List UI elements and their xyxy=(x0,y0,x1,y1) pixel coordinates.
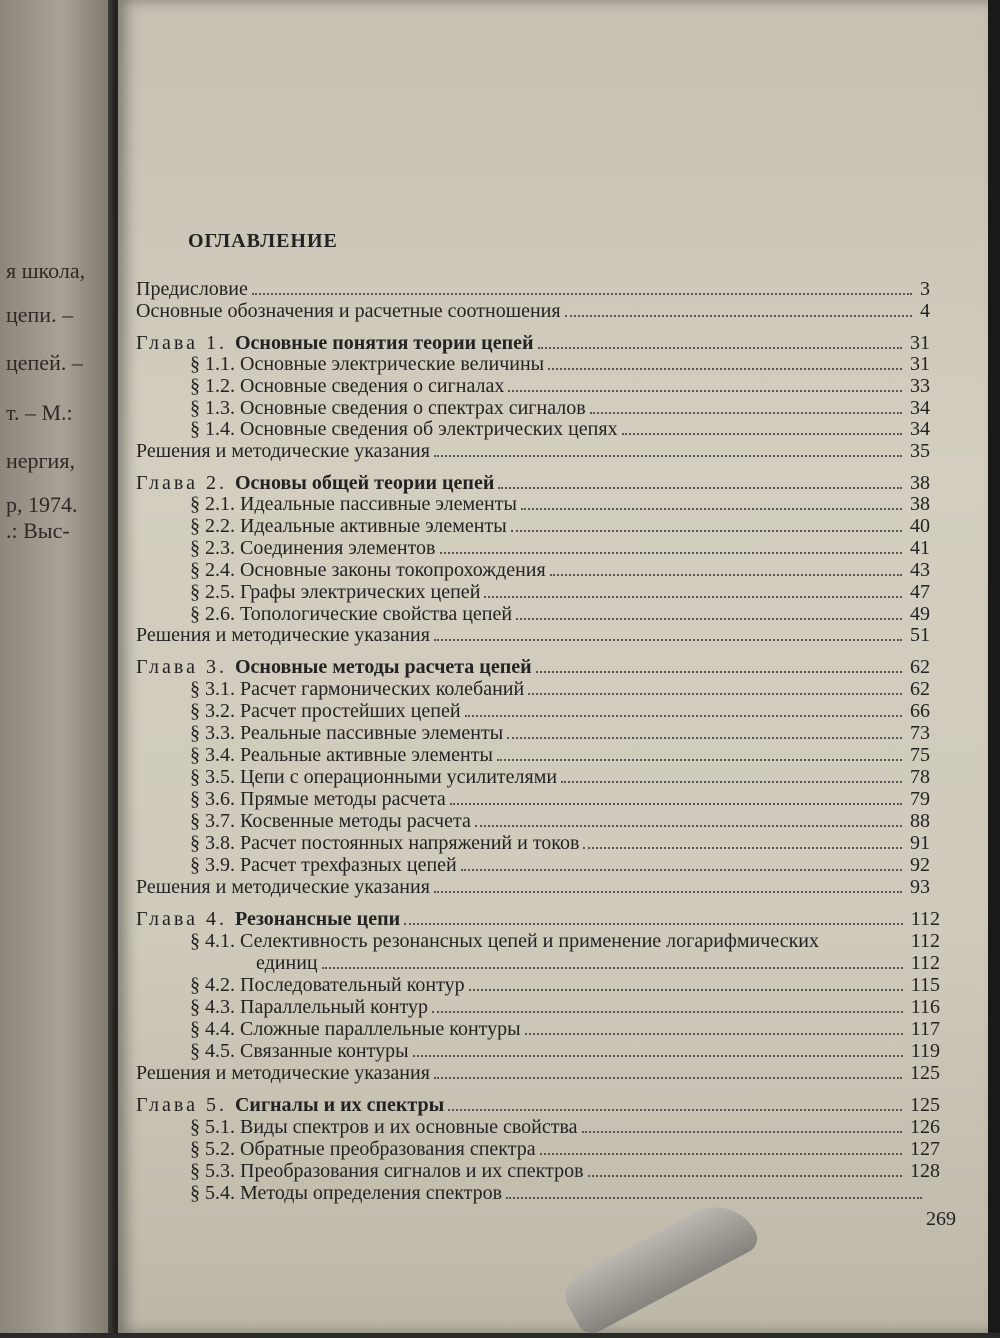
chapter-heading xyxy=(136,472,494,494)
entry-page: 66 xyxy=(910,700,930,722)
left-page-fragment: нергия, xyxy=(6,448,75,473)
toc-entry xyxy=(256,952,940,974)
entry-label: § 2.2. Идеальные активные элементы xyxy=(190,515,507,537)
entry-page: 79 xyxy=(910,788,930,810)
chapter-heading xyxy=(136,332,534,354)
entry-page: 115 xyxy=(910,974,940,996)
entry-label: § 4.1. Селективность резонансных цепей и применение логарифмических xyxy=(190,930,819,952)
dot-leader xyxy=(450,803,902,805)
left-page-fragment: я школа, xyxy=(6,258,86,283)
entry-page: 126 xyxy=(910,1116,940,1138)
toc-entry xyxy=(136,1094,940,1116)
dot-leader xyxy=(561,781,902,783)
entry-page: 40 xyxy=(910,515,930,537)
toc-entry xyxy=(190,559,930,581)
toc-entry xyxy=(190,581,930,603)
dot-leader xyxy=(507,737,902,739)
entry-page: 31 xyxy=(910,332,930,354)
dot-leader xyxy=(498,487,902,489)
entry-label: Решения и методические указания xyxy=(136,876,430,898)
entry-label: § 5.2. Обратные преобразования спектра xyxy=(190,1138,536,1160)
dot-leader xyxy=(536,671,902,673)
dot-leader xyxy=(404,923,903,925)
chapter-heading xyxy=(136,656,532,678)
entry-label: § 3.3. Реальные пассивные элементы xyxy=(190,722,504,744)
toc-title: ОГЛАВЛЕНИЕ xyxy=(188,230,338,252)
entry-page: 116 xyxy=(910,996,940,1018)
toc-entry xyxy=(190,930,940,952)
entry-label: § 4.4. Сложные параллельные контуры xyxy=(190,1018,521,1040)
left-page-fragment: т. – М.: xyxy=(6,400,73,425)
toc-entry xyxy=(136,278,930,300)
entry-page: 33 xyxy=(910,375,930,397)
page-number: 269 xyxy=(926,1208,956,1230)
entry-page: 49 xyxy=(910,603,930,625)
entry-page: 93 xyxy=(910,876,930,898)
toc-entry xyxy=(190,515,930,537)
entry-label: § 2.4. Основные законы токопрохождения xyxy=(190,559,546,581)
dot-leader xyxy=(434,1077,902,1079)
toc-entry xyxy=(190,810,930,832)
dot-leader xyxy=(413,1055,903,1057)
entry-page: 47 xyxy=(910,581,930,603)
left-page-fragment: цепей. – xyxy=(6,350,83,375)
entry-label: § 3.5. Цепи с операционными усилителями xyxy=(190,766,558,788)
entry-page: 75 xyxy=(910,744,930,766)
dot-leader xyxy=(432,1011,903,1013)
entry-label: § 5.3. Преобразования сигналов и их спектров xyxy=(190,1160,584,1182)
entry-label: Решения и методические указания xyxy=(136,1062,430,1084)
toc-entry xyxy=(190,722,930,744)
dot-leader xyxy=(565,315,912,317)
chapter-title: Основные понятия теории цепей xyxy=(234,332,534,354)
toc-entry xyxy=(136,908,940,930)
chapter-title: Сигналы и их спектры xyxy=(234,1094,445,1116)
dot-leader xyxy=(583,847,902,849)
toc-entry xyxy=(190,537,930,559)
entry-label: Основные обозначения и расчетные соотношения xyxy=(136,300,561,322)
entry-label: § 2.6. Топологические свойства цепей xyxy=(190,603,513,625)
entry-page: 62 xyxy=(910,656,930,678)
dot-leader xyxy=(448,1109,902,1111)
entry-label: § 4.5. Связанные контуры xyxy=(190,1040,409,1062)
chapter-title: Резонансные цепи xyxy=(234,908,401,930)
toc-entry xyxy=(190,832,930,854)
toc-entry xyxy=(190,603,930,625)
left-page-fragment: р, 1974. xyxy=(6,492,78,517)
entry-page: 112 xyxy=(910,908,940,930)
dot-leader xyxy=(434,891,902,893)
chapter-heading xyxy=(136,908,400,930)
left-page-fragment: цепи. – xyxy=(6,302,74,327)
dot-leader xyxy=(475,825,902,827)
entry-label: § 3.4. Реальные активные элементы xyxy=(190,744,493,766)
entry-label: Предисловие xyxy=(136,278,248,300)
dot-leader xyxy=(550,574,902,576)
toc-entry xyxy=(190,353,930,375)
entry-label: § 4.2. Последовательный контур xyxy=(190,974,465,996)
toc-entry xyxy=(190,788,930,810)
dot-leader xyxy=(528,693,902,695)
entry-label: единиц xyxy=(256,952,318,974)
toc-entry xyxy=(190,1116,940,1138)
toc-entry xyxy=(190,1160,940,1182)
toc-entry xyxy=(190,1018,940,1040)
entry-page: 38 xyxy=(910,493,930,515)
entry-label: § 1.1. Основные электрические величины xyxy=(190,353,545,375)
toc-entry xyxy=(190,493,930,515)
dot-leader xyxy=(322,967,903,969)
entry-label: § 2.3. Соединения элементов xyxy=(190,537,436,559)
dot-leader xyxy=(434,639,902,641)
chapter-number: Глава 5. xyxy=(136,1094,235,1116)
entry-label: § 5.4. Методы определения спектров xyxy=(190,1182,503,1204)
entry-label: § 3.7. Косвенные методы расчета xyxy=(190,810,471,832)
toc-entry xyxy=(136,440,930,462)
toc-entry xyxy=(190,678,930,700)
dot-leader xyxy=(516,618,902,620)
entry-label: § 3.9. Расчет трехфазных цепей xyxy=(190,854,457,876)
entry-label: § 1.2. Основные сведения о сигналах xyxy=(190,375,505,397)
dot-leader xyxy=(622,433,902,435)
entry-page: 3 xyxy=(920,278,930,300)
dot-leader xyxy=(506,1197,922,1199)
dot-leader xyxy=(497,759,902,761)
entry-label: § 3.2. Расчет простейших цепей xyxy=(190,700,461,722)
entry-page: 117 xyxy=(910,1018,940,1040)
dot-leader xyxy=(465,715,902,717)
entry-label: Решения и методические указания xyxy=(136,440,430,462)
entry-page: 41 xyxy=(910,537,930,559)
dot-leader xyxy=(484,596,902,598)
dot-leader xyxy=(590,412,902,414)
toc-entry xyxy=(190,397,930,419)
dot-leader xyxy=(548,368,902,370)
entry-page: 88 xyxy=(910,810,930,832)
entry-label: § 1.4. Основные сведения об электрических цепях xyxy=(190,418,618,440)
entry-page: 35 xyxy=(910,440,930,462)
dot-leader xyxy=(469,989,903,991)
toc-entry xyxy=(136,332,930,354)
chapter-title: Основные методы расчета цепей xyxy=(234,656,532,678)
entry-page: 119 xyxy=(910,1040,940,1062)
page-edge-shadow xyxy=(988,0,1000,1333)
dot-leader xyxy=(525,1033,903,1035)
entry-label: § 1.3. Основные сведения о спектрах сигналов xyxy=(190,397,586,419)
entry-page: 128 xyxy=(910,1160,940,1182)
dot-leader xyxy=(252,293,912,295)
toc-entry xyxy=(190,1182,930,1204)
entry-page: 91 xyxy=(910,832,930,854)
entry-page: 112 xyxy=(910,952,940,974)
entry-page: 34 xyxy=(910,397,930,419)
dot-leader xyxy=(508,390,902,392)
chapter-number: Глава 3. xyxy=(136,656,235,678)
entry-page: 125 xyxy=(910,1094,940,1116)
toc-entry xyxy=(136,1062,940,1084)
toc-entry xyxy=(136,656,930,678)
entry-page: 125 xyxy=(910,1062,940,1084)
entry-label: § 3.1. Расчет гармонических колебаний xyxy=(190,678,525,700)
dot-leader xyxy=(540,1153,902,1155)
toc-entry xyxy=(190,1040,940,1062)
entry-label: § 2.5. Графы электрических цепей xyxy=(190,581,481,603)
toc-entry xyxy=(136,300,930,322)
left-page xyxy=(0,0,112,1333)
toc-entry xyxy=(190,1138,940,1160)
toc-entry xyxy=(190,744,930,766)
toc-entry xyxy=(136,876,930,898)
toc-entry xyxy=(190,375,930,397)
chapter-number: Глава 4. xyxy=(136,908,235,930)
entry-page: 78 xyxy=(910,766,930,788)
dot-leader xyxy=(588,1175,902,1177)
chapter-number: Глава 2. xyxy=(136,472,235,494)
toc-entry xyxy=(190,418,930,440)
dot-leader xyxy=(434,455,902,457)
entry-label: § 2.1. Идеальные пассивные элементы xyxy=(190,493,517,515)
entry-page: 31 xyxy=(910,353,930,375)
entry-page: 43 xyxy=(910,559,930,581)
chapter-number: Глава 1. xyxy=(136,332,235,354)
entry-label: § 5.1. Виды спектров и их основные свойства xyxy=(190,1116,578,1138)
dot-leader xyxy=(511,530,902,532)
left-page-fragment: .: Выс- xyxy=(6,518,70,543)
entry-label: § 3.6. Прямые методы расчета xyxy=(190,788,446,810)
chapter-title: Основы общей теории цепей xyxy=(234,472,495,494)
toc-entry xyxy=(136,624,930,646)
dot-leader xyxy=(521,508,902,510)
dot-leader xyxy=(440,552,903,554)
entry-page: 38 xyxy=(910,472,930,494)
toc-entry xyxy=(190,996,940,1018)
entry-page: 92 xyxy=(910,854,930,876)
toc-entry xyxy=(190,854,930,876)
toc-entry xyxy=(190,974,940,996)
entry-label: Решения и методические указания xyxy=(136,624,430,646)
dot-leader xyxy=(538,347,903,349)
entry-page: 4 xyxy=(920,300,930,322)
entry-page: 73 xyxy=(910,722,930,744)
entry-page: 62 xyxy=(910,678,930,700)
toc-entry xyxy=(190,700,930,722)
entry-page: 127 xyxy=(910,1138,940,1160)
entry-page: 51 xyxy=(910,624,930,646)
entry-label: § 4.3. Параллельный контур xyxy=(190,996,429,1018)
chapter-heading xyxy=(136,1094,444,1116)
entry-page: 112 xyxy=(910,930,940,952)
dot-leader xyxy=(582,1131,903,1133)
entry-label: § 3.8. Расчет постоянных напряжений и токов xyxy=(190,832,580,854)
toc-entry xyxy=(136,472,930,494)
toc-entry xyxy=(190,766,930,788)
entry-page: 34 xyxy=(910,418,930,440)
dot-leader xyxy=(461,869,902,871)
